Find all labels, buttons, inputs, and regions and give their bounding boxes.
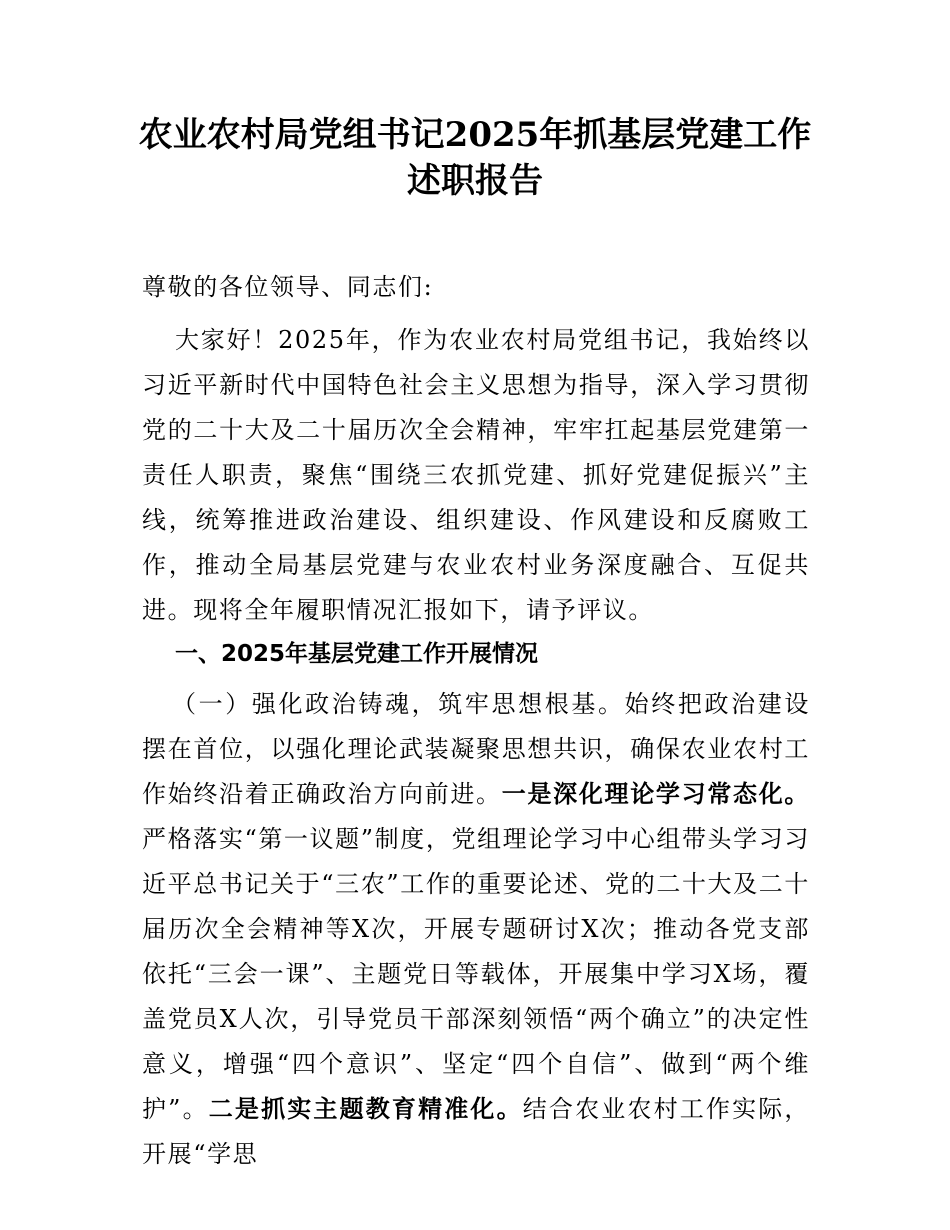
paragraph-text-b: 严格落实“第一议题”制度，党组理论学习中心组带头学习习近平总书记关于“三农”工作的重要论述、党的二十大及二十届历次全会精神等X次，开展专题研讨X次；推动各党支部依托“三会一课”、主题党日等载体，开展集中学习X场，覆盖党员X人次，引导党员干部深刻领悟“两个确立”的决定性意义，增强“四个意识”、坚定“四个自信”、做到“两个维护”。 — [142, 825, 810, 1123]
salutation: 尊敬的各位领导、同志们: — [142, 273, 434, 301]
document-title-line-2: 述职报告 — [407, 161, 543, 201]
paragraph-text-a: （一）强化政治铸魂，筑牢思想根基。始终把政治建设摆在首位，以强化理论武装凝聚思想共识，确保农业农村工作始终沿着正确政治方向前进。 — [142, 690, 810, 808]
section-heading-1: 一、2025年基层党建工作开展情况 — [175, 641, 539, 667]
document-title-line-1: 农业农村局党组书记2025年抓基层党建工作 — [138, 115, 812, 155]
bold-point-2: 二是抓实主题教育精准化。 — [208, 1095, 523, 1123]
section-1-paragraph-1 — [142, 682, 810, 1177]
intro-paragraph: 大家好！2025年，作为农业农村局党组书记，我始终以习近平新时代中国特色社会主义思想为指导，深入学习贯彻党的二十大及二十届历次全会精神，牢牢扛起基层党建第一责任人职责，聚焦“围绕三农抓党建、抓好党建促振兴”主线，统筹推进政治建设、组织建设、作风建设和反腐败工作，推动全局基层党建与农业农村业务深度融合、互促共进。现将全年履职情况汇报如下，请予评议。 — [142, 326, 810, 624]
bold-point-1: 一是深化理论学习常态化。 — [501, 780, 811, 808]
paragraph-text-c: 结合农业农村工作实际，开展“学思 — [142, 1095, 810, 1168]
